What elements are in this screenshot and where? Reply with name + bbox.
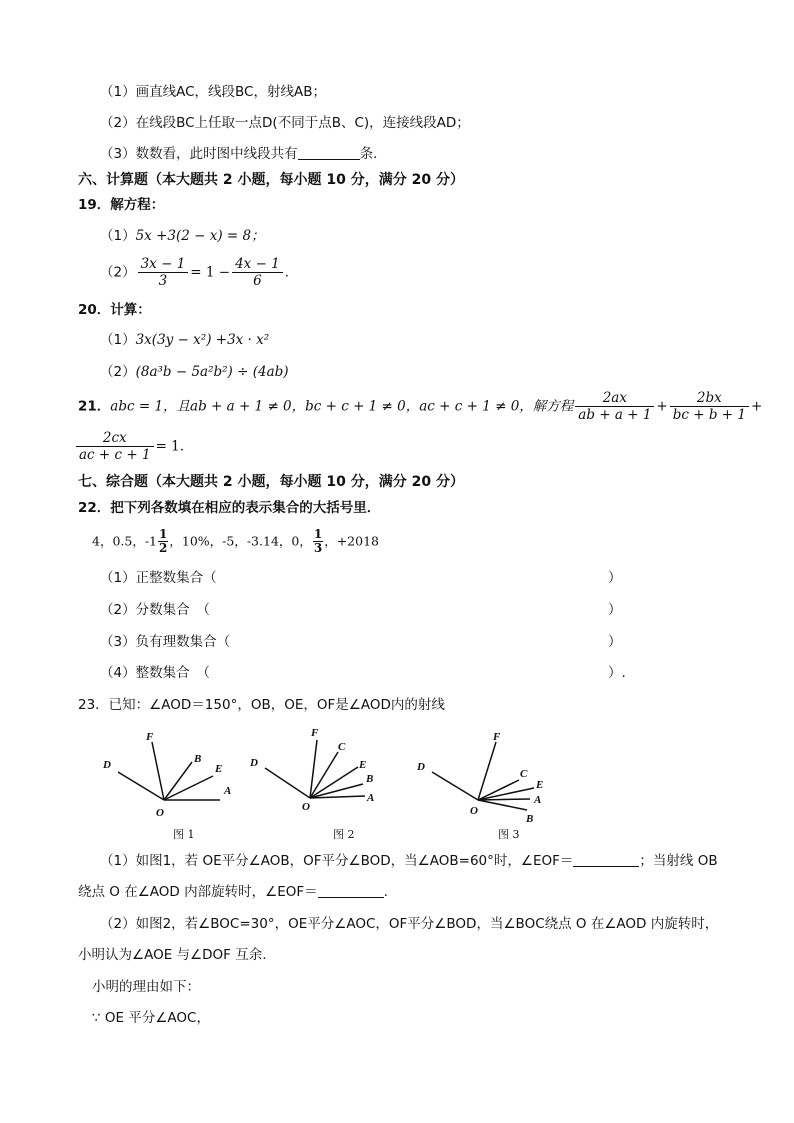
q22-set-4: （4）整数集合 （ bbox=[100, 665, 210, 681]
figure-1-caption: 图 1 bbox=[173, 828, 195, 841]
q23-part2-line2: 小明认为∠AOE 与∠DOF 互余. bbox=[78, 947, 267, 963]
q21-f3-den: ac + c + 1 bbox=[79, 447, 151, 463]
q18-part1: （1）画直线AC，线段BC，射线AB； bbox=[100, 84, 326, 100]
svg-text:E: E bbox=[359, 759, 367, 771]
q21-line1 bbox=[78, 390, 762, 423]
angle-figures bbox=[0, 722, 794, 842]
q23-part1-line2 bbox=[78, 882, 388, 902]
q22-numbers-b: ，10%，-5，-3.14，0， bbox=[169, 533, 312, 549]
q19-part1-label: （1） bbox=[100, 228, 136, 244]
q21-tail: = 1． bbox=[155, 438, 194, 455]
answer-blank[interactable] bbox=[573, 852, 639, 867]
q20-part1-label: （1） bbox=[100, 332, 136, 348]
q19-f1-num: 3x − 1 bbox=[138, 256, 189, 273]
q21-f2-den: bc + b + 1 bbox=[672, 407, 746, 423]
answer-blank[interactable] bbox=[298, 145, 360, 160]
q19-part2-mid: = 1 − bbox=[190, 264, 231, 281]
q19-part2-end: . bbox=[284, 264, 290, 281]
svg-text:F: F bbox=[311, 727, 319, 739]
q22-frac-den: 3 bbox=[313, 541, 323, 555]
q22-numbers-c: ，+2018 bbox=[324, 533, 379, 549]
q22-numbers-a: 4，0.5，-1 bbox=[92, 533, 158, 549]
svg-text:O: O bbox=[156, 807, 164, 819]
q18-part2: （2）在线段BC上任取一点D(不同于点B、C)，连接线段AD； bbox=[100, 115, 470, 131]
q23-reason-intro: 小明的理由如下： bbox=[92, 979, 200, 995]
q20-part1 bbox=[100, 330, 269, 350]
q19-part1 bbox=[100, 226, 265, 246]
q21-line2 bbox=[74, 430, 193, 463]
svg-text:A: A bbox=[367, 792, 375, 804]
svg-text:D: D bbox=[103, 759, 111, 771]
q19-f1-den: 3 bbox=[158, 273, 168, 289]
q22-mixed-num: 1 bbox=[159, 527, 168, 541]
svg-text:A: A bbox=[534, 794, 542, 806]
q22-fraction-third bbox=[313, 528, 323, 555]
q21-fraction-3 bbox=[76, 430, 154, 463]
q20-stem-text: 20．计算： bbox=[78, 302, 151, 318]
q22-set-3: （3）负有理数集合（ bbox=[100, 634, 231, 650]
q20-part2-label: （2） bbox=[100, 364, 136, 380]
q22-numbers bbox=[92, 528, 379, 555]
q21-f1-den: ab + a + 1 bbox=[578, 407, 652, 423]
figure-3 bbox=[416, 731, 543, 825]
svg-text:F: F bbox=[146, 731, 154, 743]
svg-text:E: E bbox=[536, 779, 544, 791]
q20-stem bbox=[78, 300, 151, 320]
q19-part1-expr: 5x +3(2 − x) = 8； bbox=[135, 228, 265, 244]
q21-fraction-1 bbox=[575, 390, 654, 423]
q18-part3-text: （3）数数看，此时图中线段共有 bbox=[100, 146, 298, 162]
svg-text:B: B bbox=[194, 753, 202, 765]
q23-stem-text: 23．已知：∠AOD＝150°，OB，OE，OF是∠AOD内的射线 bbox=[78, 697, 445, 713]
q19-part2-label: （2） bbox=[100, 264, 136, 281]
figure-1 bbox=[102, 731, 231, 819]
q23-part1-line1 bbox=[100, 851, 718, 871]
q21-f2-num: 2bx bbox=[670, 390, 749, 407]
q19-part2 bbox=[100, 256, 289, 289]
q22-set-1: （1）正整数集合（ bbox=[100, 570, 217, 586]
svg-text:B: B bbox=[526, 813, 534, 825]
q20-part2-expr: (8a³b − 5a²b²) ÷ (4ab) bbox=[135, 364, 289, 380]
svg-text:B: B bbox=[366, 773, 374, 785]
q22-set-1-close: ） bbox=[608, 570, 622, 586]
svg-text:C: C bbox=[520, 768, 528, 780]
svg-text:O: O bbox=[470, 805, 478, 817]
answer-blank[interactable] bbox=[318, 883, 384, 898]
svg-text:D: D bbox=[417, 761, 425, 773]
q18-part3 bbox=[100, 144, 387, 164]
q22-frac-num: 1 bbox=[313, 527, 323, 541]
q22-set-4-close: ）. bbox=[608, 665, 626, 681]
q20-part1-expr: 3x(3y − x²) +3x · x² bbox=[135, 332, 270, 348]
q19-stem-text: 19．解方程： bbox=[78, 197, 165, 213]
q21-plus-1: + bbox=[656, 398, 668, 415]
svg-text:C: C bbox=[338, 741, 346, 753]
q19-f2-num: 4x − 1 bbox=[232, 256, 283, 273]
q23-part1-text-d: . bbox=[383, 884, 388, 900]
q19-fraction-2 bbox=[232, 256, 283, 289]
q20-part2 bbox=[100, 362, 289, 382]
q22-number: 22．把下列各数填在相应的表示集合的大括号里． bbox=[78, 500, 381, 516]
q21-number: 21． bbox=[78, 398, 111, 415]
q21-plus-2: + bbox=[750, 398, 763, 415]
q21-fraction-2 bbox=[670, 390, 749, 423]
q22-set-2-close: ） bbox=[608, 602, 622, 618]
q21-f1-num: 2ax bbox=[575, 390, 654, 407]
q23-part1-text-b: ；当射线 OB bbox=[639, 853, 718, 869]
q23-part2-line1: （2）如图2，若∠BOC=30°，OE平分∠AOC，OF平分∠BOD，当∠BOC绕点 O 在∠AOD 内旋转时， bbox=[100, 916, 719, 932]
section-7-heading: 七、综合题（本大题共 2 小题，每小题 10 分，满分 20 分） bbox=[78, 474, 464, 490]
q22-set-3-close: ） bbox=[608, 634, 622, 650]
q22-set-2: （2）分数集合 （ bbox=[100, 602, 210, 618]
q22-mixed-den: 2 bbox=[159, 541, 168, 555]
q18-part3-suffix: 条． bbox=[359, 146, 387, 162]
q22-stem bbox=[78, 498, 380, 518]
q23-reason-line1: ∵ OE 平分∠AOC， bbox=[92, 1010, 210, 1026]
q21-f3-num: 2cx bbox=[76, 430, 154, 447]
figure-2 bbox=[249, 727, 374, 813]
svg-text:F: F bbox=[493, 731, 501, 743]
svg-text:E: E bbox=[215, 763, 223, 775]
svg-text:A: A bbox=[224, 785, 232, 797]
q19-stem bbox=[78, 195, 164, 215]
svg-text:O: O bbox=[302, 801, 310, 813]
figure-2-caption: 图 2 bbox=[333, 828, 355, 841]
figure-3-caption: 图 3 bbox=[498, 828, 520, 841]
svg-text:D: D bbox=[250, 757, 258, 769]
q22-mixed-fraction bbox=[158, 528, 168, 555]
q23-part1-text: （1）如图1，若 OE平分∠AOB，OF平分∠BOD，当∠AOB=60°时，∠EOF＝ bbox=[100, 853, 574, 869]
q19-fraction-1 bbox=[138, 256, 189, 289]
section-6-heading: 六、计算题（本大题共 2 小题，每小题 10 分，满分 20 分） bbox=[78, 172, 464, 188]
q23-stem bbox=[78, 695, 445, 715]
q19-f2-den: 6 bbox=[253, 273, 262, 289]
q23-part1-text-c: 绕点 O 在∠AOD 内部旋转时，∠EOF＝ bbox=[78, 884, 318, 900]
q21-condition: abc = 1，且ab + a + 1 ≠ 0，bc + c + 1 ≠ 0，ac + c + 1 ≠ 0，解方程 bbox=[110, 398, 574, 415]
